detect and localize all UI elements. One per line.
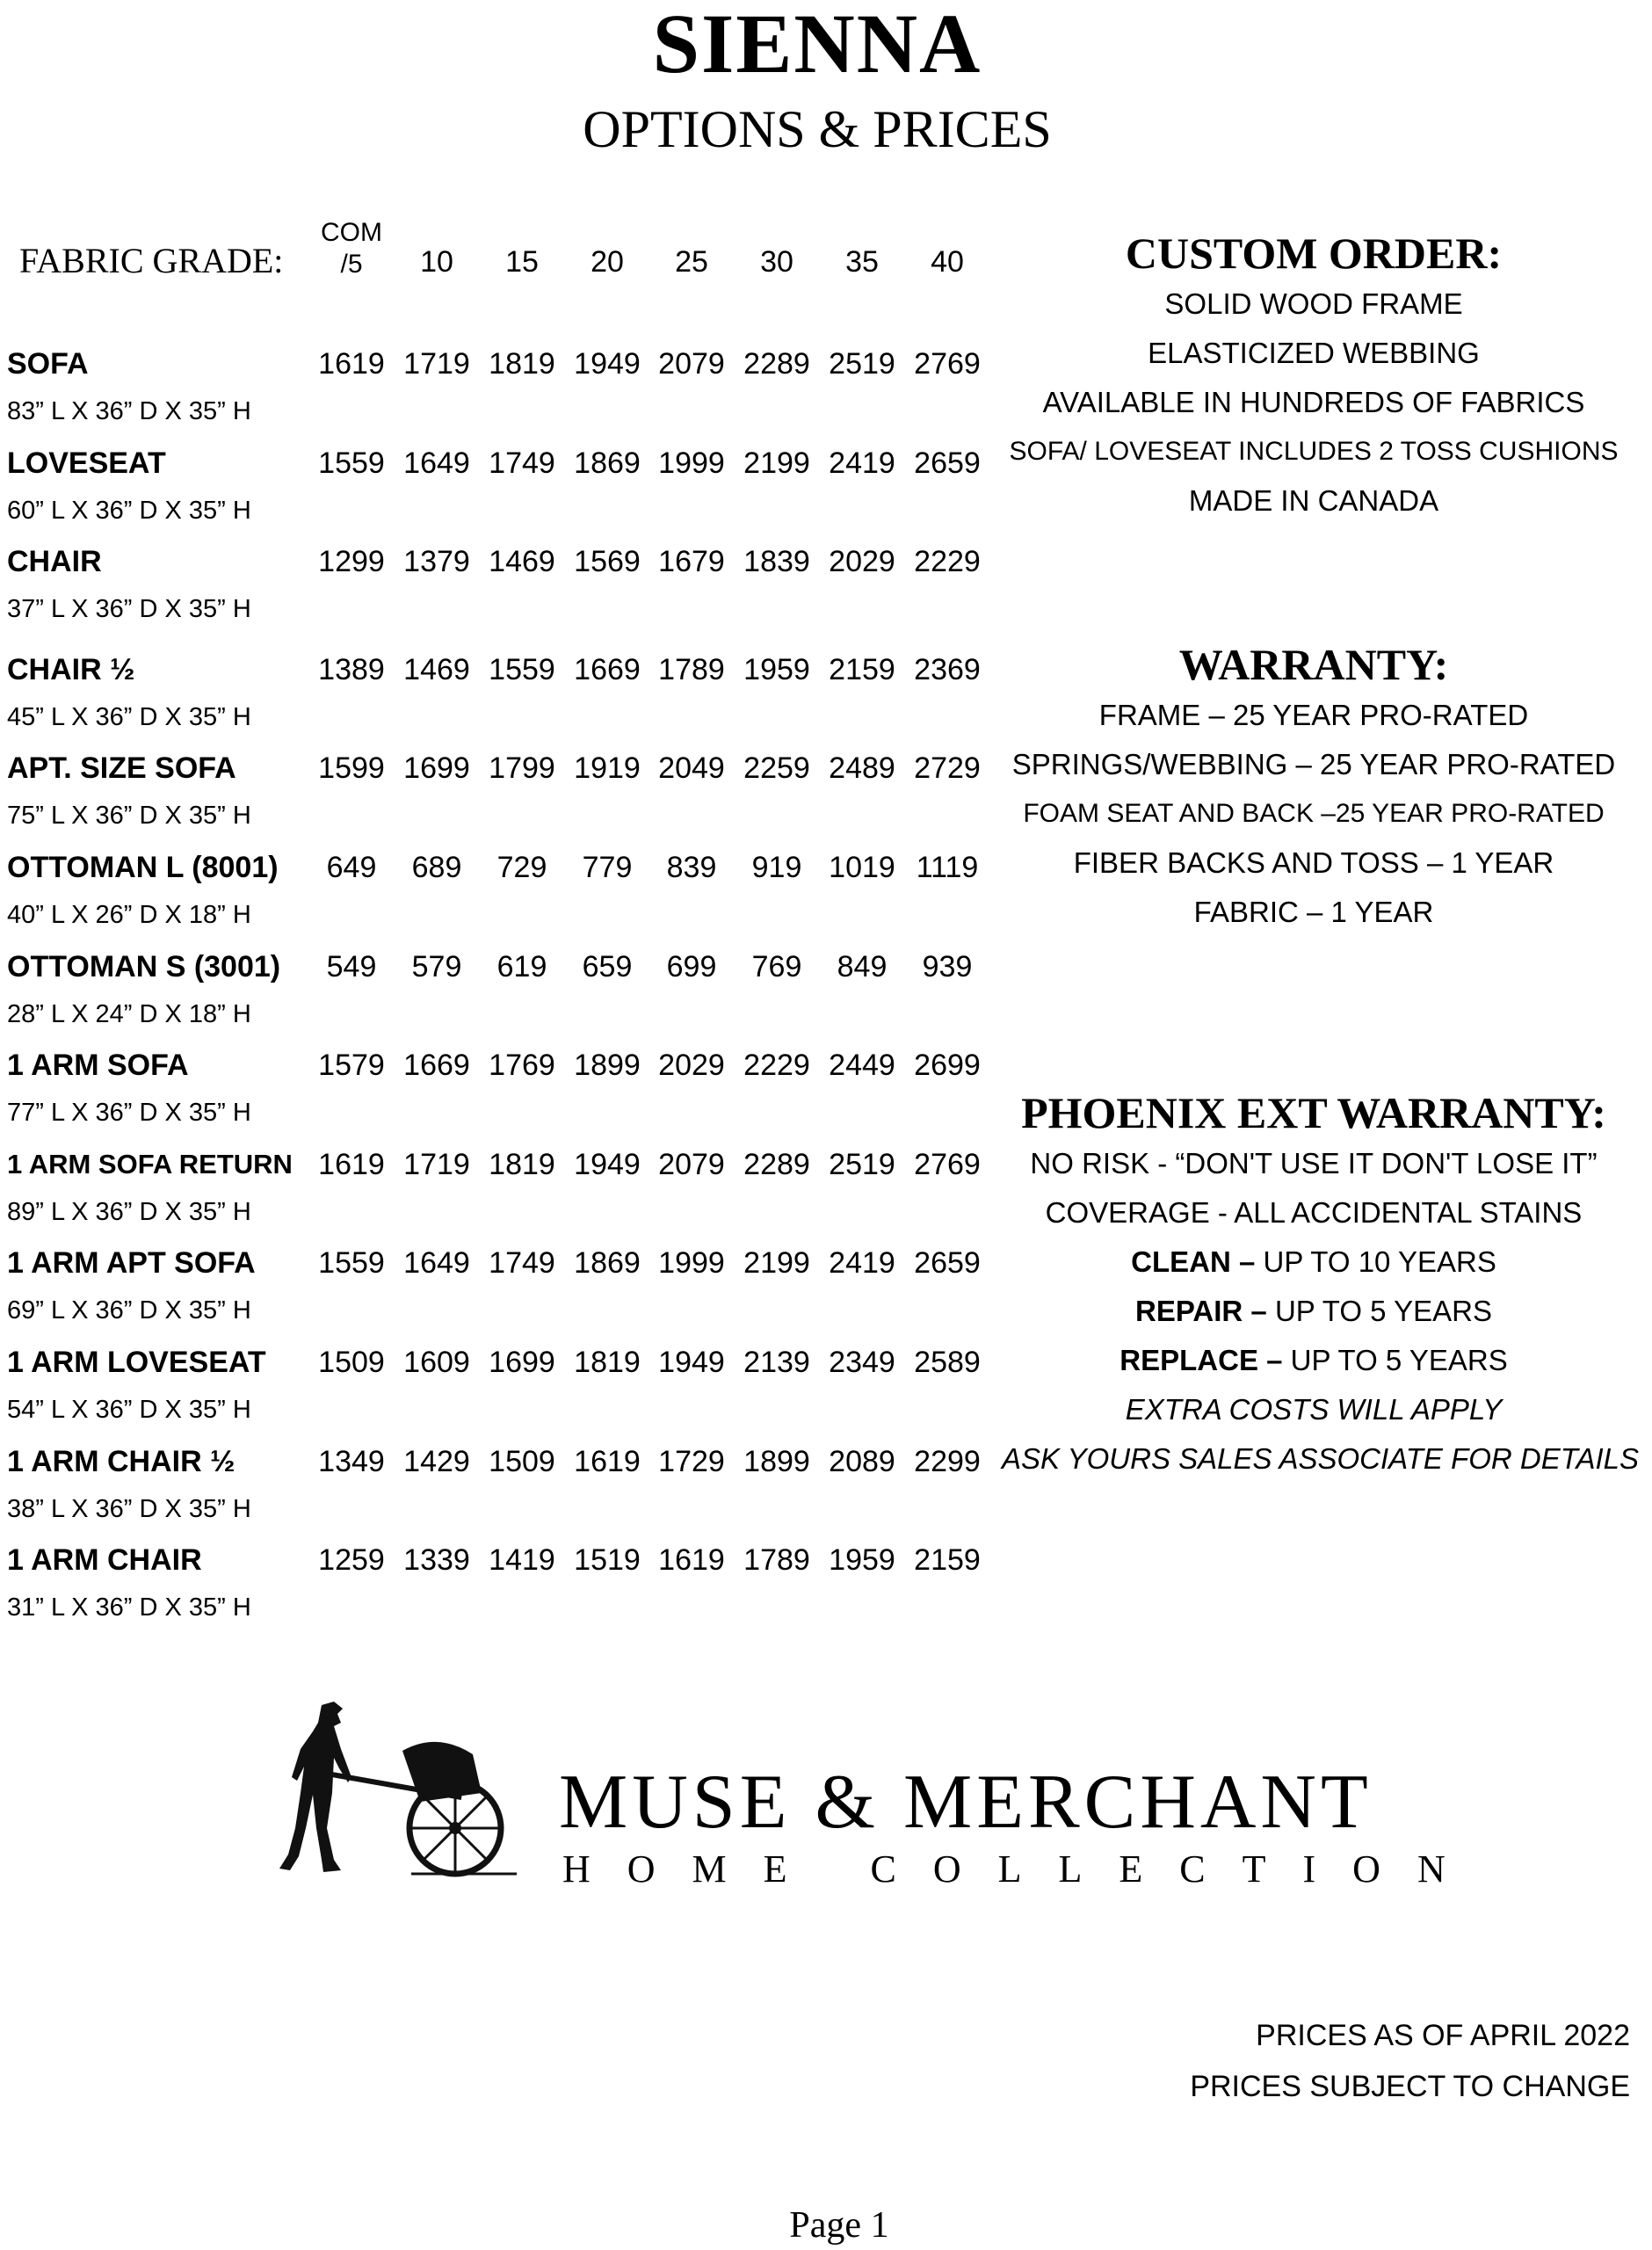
price-cell: 549 bbox=[326, 950, 377, 983]
clean-label: CLEAN – bbox=[1131, 1245, 1256, 1278]
price-cell: 1019 bbox=[829, 851, 895, 884]
price-cell: 1609 bbox=[403, 1346, 470, 1379]
price-cell: 1719 bbox=[403, 347, 470, 381]
price-cell: 1949 bbox=[574, 347, 641, 381]
product-dimensions: 69” L X 36” D X 35” H bbox=[7, 1296, 251, 1325]
product-dimensions: 28” L X 24” D X 18” H bbox=[7, 1000, 251, 1028]
sales-associate-note: ASK YOURS SALES ASSOCIATE FOR DETAILS bbox=[1002, 1442, 1639, 1475]
price-cell: 2159 bbox=[914, 1543, 981, 1577]
price-cell: 1949 bbox=[574, 1148, 641, 1181]
table-row bbox=[0, 1542, 1002, 1641]
price-cell: 1749 bbox=[489, 1246, 555, 1280]
table-row bbox=[0, 544, 1002, 642]
price-cell: 1379 bbox=[403, 545, 470, 578]
price-cell: 839 bbox=[666, 851, 717, 884]
price-cell: 1419 bbox=[489, 1543, 555, 1577]
prices-change-note: PRICES SUBJECT TO CHANGE bbox=[1190, 2070, 1630, 2103]
price-cell: 2199 bbox=[743, 1246, 810, 1280]
clean-value: UP TO 10 YEARS bbox=[1255, 1245, 1496, 1278]
product-dimensions: 31” L X 36” D X 35” H bbox=[7, 1593, 251, 1622]
custom-order-line: AVAILABLE IN HUNDREDS OF FABRICS bbox=[1042, 386, 1585, 418]
custom-order-line: SOFA/ LOVESEAT INCLUDES 2 TOSS CUSHIONS bbox=[1009, 437, 1619, 466]
price-cell: 1669 bbox=[403, 1049, 470, 1082]
price-cell: 2259 bbox=[743, 751, 810, 785]
table-row bbox=[0, 1444, 1002, 1542]
product-dimensions: 75” L X 36” D X 35” H bbox=[7, 802, 251, 830]
table-row bbox=[0, 949, 1002, 1048]
price-cell: 2519 bbox=[829, 1148, 895, 1181]
prices-date-note: PRICES AS OF APRIL 2022 bbox=[1256, 2019, 1630, 2052]
price-cell: 1819 bbox=[574, 1346, 641, 1379]
price-cell: 1299 bbox=[318, 545, 385, 578]
table-row bbox=[0, 1048, 1002, 1146]
price-cell: 2089 bbox=[829, 1445, 895, 1478]
page-subtitle: OPTIONS & PRICES bbox=[583, 100, 1052, 158]
price-cell: 2029 bbox=[658, 1049, 725, 1082]
warranty-line: FRAME – 25 YEAR PRO-RATED bbox=[1098, 699, 1529, 731]
repair-label: REPAIR – bbox=[1135, 1295, 1267, 1327]
table-row bbox=[0, 751, 1002, 849]
price-cell: 1389 bbox=[318, 653, 385, 686]
price-cell: 1899 bbox=[574, 1049, 641, 1082]
price-cell: 1619 bbox=[318, 1148, 385, 1181]
price-cell: 1259 bbox=[318, 1543, 385, 1577]
grade-header: 40 bbox=[931, 245, 964, 279]
price-cell: 2229 bbox=[914, 545, 981, 578]
price-cell: 1789 bbox=[658, 653, 725, 686]
price-cell: 1999 bbox=[658, 446, 725, 480]
price-cell: 689 bbox=[411, 851, 462, 884]
price-cell: 2079 bbox=[658, 1148, 725, 1181]
price-cell: 2519 bbox=[829, 347, 895, 381]
grade-header: 20 bbox=[591, 245, 624, 279]
warranty-heading: WARRANTY: bbox=[1178, 640, 1449, 689]
product-name: 1 ARM SOFA bbox=[7, 1049, 189, 1082]
product-dimensions: 77” L X 36” D X 35” H bbox=[7, 1099, 251, 1127]
price-cell: 1559 bbox=[318, 446, 385, 480]
price-cell: 1769 bbox=[489, 1049, 555, 1082]
price-cell: 1339 bbox=[403, 1543, 470, 1577]
custom-order-line: SOLID WOOD FRAME bbox=[1164, 287, 1463, 320]
price-cell: 939 bbox=[922, 950, 973, 983]
product-dimensions: 45” L X 36” D X 35” H bbox=[7, 703, 251, 731]
product-name: OTTOMAN S (3001) bbox=[7, 950, 281, 983]
product-name: 1 ARM APT SOFA bbox=[7, 1246, 256, 1280]
price-cell: 1869 bbox=[574, 1246, 641, 1280]
phoenix-note bbox=[1002, 1385, 1626, 1434]
grade-header: 10 bbox=[420, 245, 453, 279]
price-cell: 1509 bbox=[489, 1445, 555, 1478]
price-cell: 769 bbox=[751, 950, 802, 983]
price-cell: 1729 bbox=[658, 1445, 725, 1478]
custom-order-heading: CUSTOM ORDER: bbox=[1125, 229, 1503, 278]
price-cell: 1509 bbox=[318, 1346, 385, 1379]
replace-label: REPLACE – bbox=[1119, 1344, 1283, 1376]
product-dimensions: 38” L X 36” D X 35” H bbox=[7, 1495, 251, 1523]
product-name: 1 ARM SOFA RETURN bbox=[7, 1149, 293, 1179]
price-cell: 1429 bbox=[403, 1445, 470, 1478]
grade-header: 30 bbox=[760, 245, 793, 279]
phoenix-replace-line bbox=[1002, 1336, 1626, 1385]
price-cell: 1699 bbox=[403, 751, 470, 785]
product-name: SOFA bbox=[7, 347, 89, 381]
product-name: CHAIR ½ bbox=[7, 653, 135, 686]
price-cell: 2589 bbox=[914, 1346, 981, 1379]
price-cell: 779 bbox=[582, 851, 633, 884]
price-cell: 2289 bbox=[743, 347, 810, 381]
table-row bbox=[0, 346, 1002, 445]
replace-value: UP TO 5 YEARS bbox=[1282, 1344, 1508, 1376]
price-cell: 1749 bbox=[489, 446, 555, 480]
price-cell: 919 bbox=[751, 851, 802, 884]
price-cell: 2079 bbox=[658, 347, 725, 381]
price-cell: 2419 bbox=[829, 1246, 895, 1280]
price-cell: 2299 bbox=[914, 1445, 981, 1478]
price-cell: 619 bbox=[496, 950, 547, 983]
price-cell: 1869 bbox=[574, 446, 641, 480]
phoenix-heading: PHOENIX EXT WARRANTY: bbox=[1021, 1088, 1606, 1137]
price-cell: 1469 bbox=[403, 653, 470, 686]
phoenix-clean-line bbox=[1002, 1238, 1626, 1287]
price-cell: 1619 bbox=[658, 1543, 725, 1577]
price-cell: 1649 bbox=[403, 1246, 470, 1280]
custom-order-section bbox=[1002, 227, 1626, 526]
price-cell: 1619 bbox=[574, 1445, 641, 1478]
price-cell: 1619 bbox=[318, 347, 385, 381]
price-cell: 1519 bbox=[574, 1543, 641, 1577]
price-cell: 1959 bbox=[829, 1543, 895, 1577]
table-row bbox=[0, 446, 1002, 544]
price-cell: 1559 bbox=[489, 653, 555, 686]
product-dimensions: 60” L X 36” D X 35” H bbox=[7, 497, 251, 525]
phoenix-repair-line bbox=[1002, 1287, 1626, 1336]
warranty-line: FABRIC – 1 YEAR bbox=[1193, 896, 1434, 928]
grade-header: 35 bbox=[845, 245, 879, 279]
product-dimensions: 37” L X 36” D X 35” H bbox=[7, 595, 251, 623]
man-pulling-rickshaw-icon bbox=[279, 1696, 534, 1890]
phoenix-warranty-section bbox=[1002, 1086, 1639, 1484]
page-title: SIENNA bbox=[652, 0, 982, 91]
product-name: 1 ARM LOVESEAT bbox=[7, 1346, 266, 1379]
grade-com-bottom: /5 bbox=[340, 250, 363, 279]
table-row bbox=[0, 850, 1002, 948]
price-cell: 1949 bbox=[658, 1346, 725, 1379]
phoenix-note bbox=[1002, 1434, 1639, 1484]
product-dimensions: 83” L X 36” D X 35” H bbox=[7, 397, 251, 425]
product-name: 1 ARM CHAIR bbox=[7, 1543, 202, 1577]
price-cell: 2489 bbox=[829, 751, 895, 785]
price-cell: 2419 bbox=[829, 446, 895, 480]
price-cell: 2369 bbox=[914, 653, 981, 686]
product-name: 1 ARM CHAIR ½ bbox=[7, 1445, 235, 1478]
price-cell: 2659 bbox=[914, 1246, 981, 1280]
price-cell: 2699 bbox=[914, 1049, 981, 1082]
price-cell: 1119 bbox=[916, 851, 979, 884]
product-name: LOVESEAT bbox=[7, 446, 166, 480]
price-cell: 1819 bbox=[489, 1148, 555, 1181]
phoenix-line: NO RISK - “DON'T USE IT DON'T LOSE IT” bbox=[1030, 1147, 1598, 1179]
grade-header: 15 bbox=[505, 245, 539, 279]
price-cell: 1699 bbox=[489, 1346, 555, 1379]
extra-costs-note: EXTRA COSTS WILL APPLY bbox=[1125, 1393, 1503, 1426]
page-number: Page 1 bbox=[789, 2205, 889, 2246]
price-cell: 1999 bbox=[658, 1246, 725, 1280]
brand-name: MUSE & MERCHANT bbox=[559, 1760, 1373, 1845]
price-cell: 1569 bbox=[574, 545, 641, 578]
price-cell: 579 bbox=[411, 950, 462, 983]
product-name: OTTOMAN L (8001) bbox=[7, 851, 279, 884]
grade-com-top: COM bbox=[321, 218, 382, 247]
fabric-grade-label: FABRIC GRADE: bbox=[19, 241, 284, 280]
price-cell: 1679 bbox=[658, 545, 725, 578]
product-name: CHAIR bbox=[7, 545, 102, 578]
table-row bbox=[0, 1345, 1002, 1443]
price-cell: 649 bbox=[326, 851, 377, 884]
phoenix-line: COVERAGE - ALL ACCIDENTAL STAINS bbox=[1045, 1196, 1583, 1229]
price-cell: 1649 bbox=[403, 446, 470, 480]
price-cell: 1899 bbox=[743, 1445, 810, 1478]
price-cell: 2449 bbox=[829, 1049, 895, 1082]
warranty-line: SPRINGS/WEBBING – 25 YEAR PRO-RATED bbox=[1011, 748, 1616, 780]
price-cell: 1599 bbox=[318, 751, 385, 785]
price-cell: 2349 bbox=[829, 1346, 895, 1379]
price-cell: 2229 bbox=[743, 1049, 810, 1082]
price-cell: 2159 bbox=[829, 653, 895, 686]
price-cell: 659 bbox=[582, 950, 633, 983]
price-cell: 2029 bbox=[829, 545, 895, 578]
price-cell: 1839 bbox=[743, 545, 810, 578]
price-cell: 1919 bbox=[574, 751, 641, 785]
product-dimensions: 89” L X 36” D X 35” H bbox=[7, 1198, 251, 1226]
table-row bbox=[0, 652, 1002, 751]
custom-order-line: ELASTICIZED WEBBING bbox=[1148, 337, 1480, 369]
custom-order-line: MADE IN CANADA bbox=[1188, 484, 1439, 517]
price-cell: 1469 bbox=[489, 545, 555, 578]
product-dimensions: 54” L X 36” D X 35” H bbox=[7, 1396, 251, 1424]
product-name: APT. SIZE SOFA bbox=[7, 751, 236, 785]
warranty-section bbox=[1002, 638, 1626, 937]
brand-subtitle: HOME COLLECTION bbox=[562, 1847, 1482, 1891]
price-cell: 1799 bbox=[489, 751, 555, 785]
price-cell: 1719 bbox=[403, 1148, 470, 1181]
price-cell: 849 bbox=[837, 950, 888, 983]
price-cell: 2139 bbox=[743, 1346, 810, 1379]
price-cell: 2769 bbox=[914, 347, 981, 381]
price-cell: 2729 bbox=[914, 751, 981, 785]
grade-header: 25 bbox=[675, 245, 708, 279]
price-cell: 1559 bbox=[318, 1246, 385, 1280]
table-row bbox=[0, 1245, 1002, 1344]
warranty-line: FOAM SEAT AND BACK –25 YEAR PRO-RATED bbox=[1023, 799, 1605, 828]
price-cell: 1819 bbox=[489, 347, 555, 381]
price-cell: 1349 bbox=[318, 1445, 385, 1478]
price-cell: 729 bbox=[496, 851, 547, 884]
price-cell: 2289 bbox=[743, 1148, 810, 1181]
price-cell: 1579 bbox=[318, 1049, 385, 1082]
table-row bbox=[0, 1147, 1002, 1245]
price-cell: 2769 bbox=[914, 1148, 981, 1181]
warranty-line: FIBER BACKS AND TOSS – 1 YEAR bbox=[1073, 846, 1554, 879]
product-dimensions: 40” L X 26” D X 18” H bbox=[7, 901, 251, 929]
price-cell: 1669 bbox=[574, 653, 641, 686]
repair-value: UP TO 5 YEARS bbox=[1266, 1295, 1492, 1327]
price-cell: 2199 bbox=[743, 446, 810, 480]
price-cell: 699 bbox=[666, 950, 717, 983]
price-cell: 1959 bbox=[743, 653, 810, 686]
price-cell: 2049 bbox=[658, 751, 725, 785]
price-cell: 2659 bbox=[914, 446, 981, 480]
price-cell: 1789 bbox=[743, 1543, 810, 1577]
